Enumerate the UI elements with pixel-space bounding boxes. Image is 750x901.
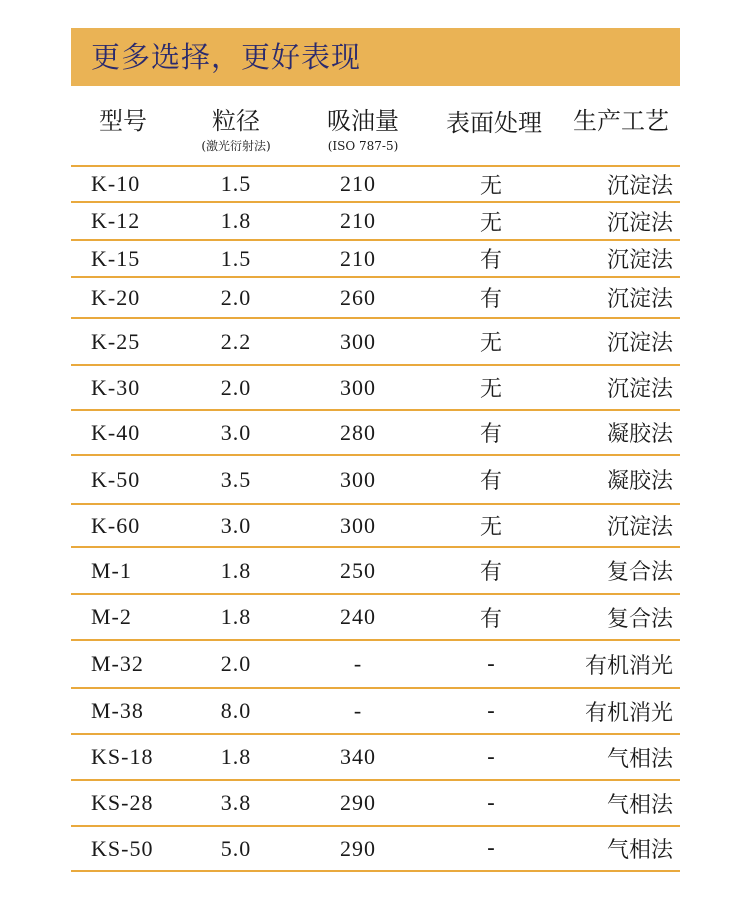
header-surface-label: 表面处理 [446, 109, 542, 137]
cell-size: 3.5 [220, 466, 252, 492]
cell-process: 沉淀法 [606, 173, 673, 199]
cell-process: 有机消光 [584, 700, 673, 726]
cell-oil: - [353, 698, 363, 723]
cell-oil: 280 [340, 419, 376, 445]
cell-model: K-30 [91, 374, 141, 400]
cell-oil: 240 [340, 604, 376, 629]
cell-model: K-10 [91, 171, 141, 196]
cell-surface: - [487, 790, 495, 816]
cell-surface: 有 [479, 287, 502, 312]
cell-oil: - [353, 651, 363, 676]
cell-oil: 210 [340, 171, 376, 196]
cell-oil: 340 [340, 744, 376, 769]
table-row [71, 735, 680, 781]
cell-surface: 有 [479, 560, 502, 585]
cell-surface: 无 [479, 515, 502, 540]
table-row [71, 505, 680, 548]
cell-model: M-2 [91, 604, 132, 629]
cell-size: 2.0 [220, 374, 252, 400]
cell-size: 1.8 [220, 208, 252, 233]
cell-size: 2.0 [220, 284, 252, 310]
header-oil-standard: (ISO 787-5) [327, 139, 399, 153]
table-row [71, 165, 680, 203]
header-oil [305, 106, 421, 154]
table-row [71, 203, 680, 241]
table-row [71, 595, 680, 641]
cell-oil: 250 [340, 557, 376, 583]
header-surface [436, 108, 552, 138]
cell-surface: 有 [479, 248, 502, 273]
cell-surface: 无 [479, 377, 502, 402]
cell-surface: - [487, 836, 495, 861]
cell-oil: 300 [340, 466, 376, 492]
table-row [71, 641, 680, 689]
cell-process: 复合法 [606, 606, 673, 632]
table-row [71, 319, 680, 366]
cell-oil: 210 [340, 245, 376, 271]
cell-size: 1.5 [220, 171, 252, 196]
cell-model: KS-28 [91, 790, 154, 815]
cell-size: 3.0 [220, 512, 252, 538]
cell-process: 气相法 [606, 746, 673, 772]
header-size-method: (激光衍射法) [201, 139, 271, 153]
cell-size: 1.8 [220, 557, 252, 583]
cell-model: M-32 [91, 651, 144, 676]
cell-process: 有机消光 [584, 653, 673, 679]
cell-oil: 300 [340, 374, 376, 400]
cell-model: K-12 [91, 208, 141, 233]
header-oil-label: 吸油量 [327, 107, 399, 135]
cell-surface: 无 [479, 210, 502, 236]
cell-process: 凝胶法 [606, 422, 673, 447]
table-row [71, 827, 680, 872]
cell-model: K-40 [91, 419, 141, 445]
cell-model: K-25 [91, 328, 141, 354]
cell-surface: - [487, 651, 495, 677]
cell-model: K-20 [91, 284, 141, 310]
table-row [71, 278, 680, 319]
cell-model: K-15 [91, 245, 141, 271]
table-row [71, 366, 680, 411]
cell-model: K-50 [91, 466, 141, 492]
cell-process: 沉淀法 [606, 210, 673, 236]
header-size-label: 粒径 [212, 107, 260, 135]
cell-surface: 有 [479, 422, 502, 447]
cell-process: 凝胶法 [606, 469, 673, 494]
header-model-label: 型号 [99, 107, 147, 135]
cell-size: 2.0 [220, 651, 252, 676]
header-process [562, 106, 680, 136]
cell-surface: 有 [479, 469, 502, 494]
cell-process: 沉淀法 [606, 515, 673, 540]
cell-size: 5.0 [220, 835, 252, 861]
cell-size: 1.8 [220, 744, 252, 769]
table-row [71, 456, 680, 505]
title-banner [71, 28, 680, 86]
cell-size: 1.8 [220, 604, 252, 629]
cell-process: 沉淀法 [606, 287, 673, 312]
cell-surface: - [487, 744, 495, 770]
banner-title: 更多选择，更好表现 [91, 40, 362, 74]
cell-model: KS-18 [91, 744, 154, 769]
table-row [71, 781, 680, 827]
cell-size: 3.8 [220, 790, 252, 815]
cell-size: 1.5 [220, 245, 252, 271]
cell-oil: 300 [340, 512, 376, 538]
cell-process: 气相法 [606, 792, 673, 818]
cell-surface: 有 [479, 606, 502, 632]
cell-process: 气相法 [606, 838, 673, 863]
cell-process: 沉淀法 [606, 377, 673, 402]
cell-surface: 无 [479, 331, 502, 356]
cell-oil: 290 [340, 835, 376, 861]
cell-model: KS-50 [91, 835, 154, 861]
cell-process: 沉淀法 [606, 248, 673, 273]
cell-size: 2.2 [220, 328, 252, 354]
table-row [71, 548, 680, 595]
header-model [91, 106, 155, 136]
header-size [178, 106, 294, 154]
cell-model: M-1 [91, 557, 132, 583]
cell-model: M-38 [91, 698, 144, 723]
cell-oil: 300 [340, 328, 376, 354]
header-process-label: 生产工艺 [573, 107, 669, 135]
cell-surface: 无 [479, 173, 502, 199]
cell-oil: 260 [340, 284, 376, 310]
cell-process: 复合法 [606, 560, 673, 585]
cell-size: 8.0 [220, 698, 252, 723]
cell-oil: 210 [340, 208, 376, 233]
cell-oil: 290 [340, 790, 376, 815]
table-row [71, 411, 680, 456]
table-row [71, 241, 680, 278]
cell-model: K-60 [91, 512, 141, 538]
cell-size: 3.0 [220, 419, 252, 445]
cell-surface: - [487, 698, 495, 724]
table-row [71, 689, 680, 735]
cell-process: 沉淀法 [606, 331, 673, 356]
